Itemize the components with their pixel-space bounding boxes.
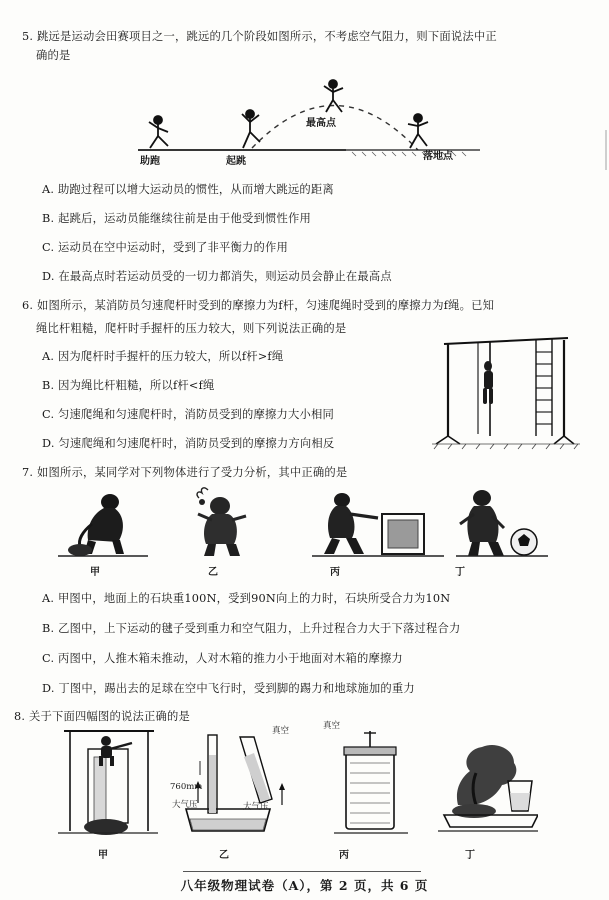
force-analysis-figures: [52, 484, 552, 560]
question-7-option-a: A. 甲图中，地面上的石块重100N，受到90N向上的力时，石块所受合力为10N: [42, 592, 451, 605]
question-6-number: 6.: [22, 299, 34, 312]
question-8-annotation-atm-2: 大气压: [243, 802, 269, 812]
question-7-label-jia: 甲: [90, 567, 100, 578]
question-7-stem-line1: 如图所示，某同学对下列物体进行了受力分析，其中正确的是: [36, 466, 348, 479]
question-8-annotation-760mm: 760mm: [170, 782, 203, 792]
question-5-label-apex: 最高点: [306, 118, 336, 129]
question-6-stem: [22, 297, 592, 315]
figure-covered-jar: [334, 731, 408, 833]
figure-bonsai-and-glass: [438, 745, 538, 831]
scan-edge-artifact: [605, 130, 607, 170]
question-8-annotation-vacuum-1: 真空: [272, 726, 290, 736]
question-7-number: 7.: [22, 466, 34, 479]
question-8-stem-line1: 关于下面四幅图的说法正确的是: [28, 710, 190, 723]
question-5-label-takeoff: 起跳: [226, 156, 246, 167]
question-5-label-run-up: 助跑: [140, 156, 160, 167]
question-5-option-d: D. 在最高点时若运动员受的一切力都消失，则运动员会静止在最高点: [42, 270, 392, 283]
question-5-stem: [22, 28, 588, 46]
question-6-option-d: D. 匀速爬绳和匀速爬杆时，消防员受到的摩擦力方向相反: [42, 437, 335, 450]
question-5-option-b: B. 起跳后，运动员能继续往前是由于他受到惯性作用: [42, 212, 312, 225]
question-8-label-jia: 甲: [98, 850, 108, 861]
four-panel-pressure-figures: [58, 727, 538, 842]
pole-and-ladder-diagram: [432, 332, 580, 450]
question-6-stem-line2: 绳比杆粗糙，爬杆时手握杆的压力较大，则下列说法正确的是: [36, 322, 347, 335]
footer-divider: [183, 871, 421, 872]
figure-water-pump: [58, 731, 158, 835]
question-8-annotation-atm-1: 大气压: [172, 800, 198, 810]
question-7-label-ding: 丁: [455, 567, 465, 578]
question-7-label-bing: 丙: [330, 567, 340, 578]
question-7-stem: [22, 464, 592, 482]
question-8-label-ding: 丁: [465, 850, 475, 861]
question-8-figure: [58, 727, 538, 842]
question-8-label-yi: 乙: [219, 850, 229, 861]
question-5-label-landing: 落地点: [423, 151, 453, 162]
question-5-number: 5.: [22, 30, 34, 43]
figure-lifting-stone: [58, 494, 148, 556]
figure-football: [456, 490, 548, 556]
question-6-option-b: B. 因为绳比杆粗糙，所以f杆<f绳: [42, 379, 215, 392]
question-8-annotation-vacuum-2: 真空: [323, 721, 341, 731]
question-7-figure: [52, 484, 552, 560]
question-5-stem-line2-wrap: [36, 47, 596, 65]
question-5-option-a: A. 助跑过程可以增大运动员的惯性，从而增大跳远的距离: [42, 183, 334, 196]
question-6-figure: [432, 332, 580, 450]
page-footer: 八年级物理试卷（A），第 2 页，共 6 页: [180, 878, 429, 893]
question-7-option-b: B. 乙图中，上下运动的毽子受到重力和空气阻力，上升过程合力大于下落过程合力: [42, 622, 461, 635]
question-5-option-c: C. 运动员在空中运动时，受到了非平衡力的作用: [42, 241, 288, 254]
question-6-option-a: A. 因为爬杆时手握杆的压力较大，所以f杆>f绳: [42, 350, 284, 363]
question-5-stem-line1: 跳远是运动会田赛项目之一，跳远的几个阶段如图所示，不考虑空气阻力，则下面说法中正: [36, 30, 497, 43]
question-7-option-c: C. 丙图中，人推木箱未推动，人对木箱的推力小于地面对木箱的摩擦力: [42, 652, 403, 665]
question-7-option-d: D. 丁图中，踢出去的足球在空中飞行时，受到脚的踢力和地球施加的重力: [42, 682, 415, 695]
question-7-label-yi: 乙: [208, 567, 218, 578]
question-5-stem-line2: 确的是: [36, 49, 71, 62]
question-8-label-bing: 丙: [339, 850, 349, 861]
question-6-stem-line1: 如图所示，某消防员匀速爬杆时受到的摩擦力为f杆，匀速爬绳时受到的摩擦力为f绳。已知: [36, 299, 495, 312]
question-8-stem: [14, 708, 584, 726]
question-6-option-c: C. 匀速爬绳和匀速爬杆时，消防员受到的摩擦力大小相同: [42, 408, 334, 421]
question-8-number: 8.: [14, 710, 26, 723]
figure-shuttlecock: [197, 488, 246, 556]
figure-pushing-box: [312, 493, 444, 556]
